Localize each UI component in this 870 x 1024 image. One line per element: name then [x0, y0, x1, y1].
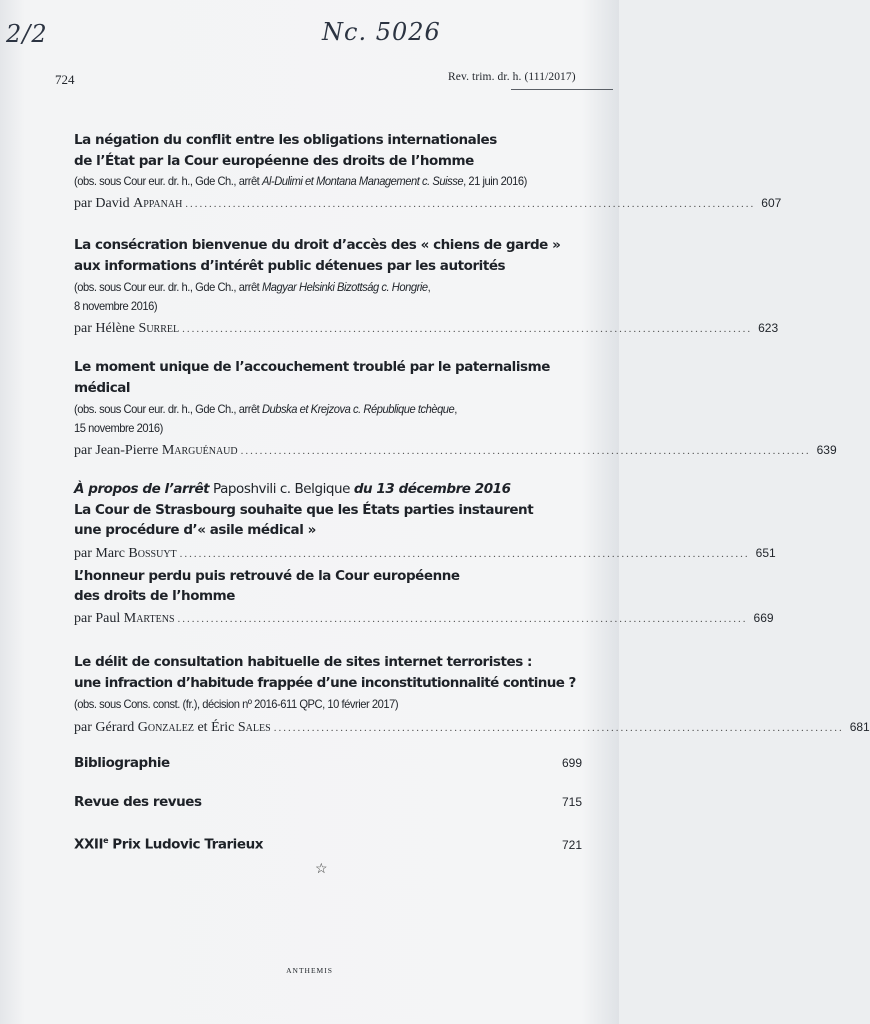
- section-page: 721: [561, 837, 582, 852]
- group-heading: À propos de l’arrêt Paposhvili c. Belgique du 13 décembre 2016: [74, 481, 511, 497]
- entry-title-line: des droits de l’homme: [74, 588, 235, 604]
- section-label: Revue des revues: [74, 794, 202, 810]
- case-note-text: , 21 juin 2016): [463, 174, 527, 188]
- entry-author-line: [74, 440, 837, 461]
- toc-entry: [74, 652, 870, 738]
- section-prix-ludovic-trarieux: [74, 831, 582, 855]
- author: par Gérard Gonzalez et Éric Sales: [74, 720, 271, 735]
- entry-title-line: La négation du conflit entre les obligations internationales: [74, 132, 497, 148]
- case-note-text: (obs. sous Cour eur. dr. h., Gde Ch., arrêt: [74, 174, 262, 188]
- leader-dots: ........................................................................................................................: [240, 445, 811, 457]
- toc-entry: [74, 130, 782, 214]
- entry-author-line: [74, 608, 774, 629]
- star-ornament: ☆: [315, 862, 328, 877]
- entry-page: 681: [849, 720, 870, 734]
- entry-author-line: [74, 717, 870, 738]
- author: par Marc Bossuyt: [74, 545, 177, 561]
- case-name: Al-Dulimi et Montana Management c. Suisse: [261, 174, 464, 188]
- case-note-text: ,: [427, 280, 431, 294]
- running-head: Rev. trim. dr. h. (111/2017): [448, 71, 576, 83]
- entry-page: 607: [761, 196, 782, 210]
- entry-title-line: une procédure d’« asile médical »: [74, 522, 316, 538]
- entry-title-line: aux informations d’intérêt public détenues par les autorités: [74, 257, 506, 274]
- entry-title-line: L’honneur perdu puis retrouvé de la Cour européenne: [74, 567, 460, 584]
- section-page: 699: [561, 756, 582, 770]
- section-bibliographie: [74, 753, 582, 774]
- case-note-text: (obs. sous Cour eur. dr. h., Gde Ch., arrêt: [74, 280, 262, 294]
- entry-case-note-date: 15 novembre 2016): [74, 421, 163, 435]
- toc-entry: [74, 357, 837, 461]
- entry-title-line: Le moment unique de l’accouchement troublé par le paternalisme: [74, 359, 550, 375]
- entry-case-note: (obs. sous Cons. const. (fr.), décision nº 2016-611 QPC, 10 février 2017): [74, 697, 399, 711]
- entry-author-line: [74, 193, 782, 214]
- leader-dots: ........................................................................................................................: [273, 722, 844, 734]
- entry-title-line: La Cour de Strasbourg souhaite que les États parties instaurent: [74, 501, 534, 518]
- leader-dots: ........................................................................................................................: [179, 547, 750, 560]
- entry-page: 651: [755, 545, 776, 560]
- page-number: 724: [55, 72, 75, 87]
- entry-case-note: [74, 172, 546, 191]
- author: par Hélène Surrel: [74, 321, 180, 336]
- entry-page: 623: [758, 321, 779, 335]
- case-name: Dubska et Krejzova c. République tchèque: [261, 402, 455, 416]
- section-revue-des-revues: [74, 792, 582, 813]
- entry-title-line: de l’État par la Cour européenne des droits de l’homme: [74, 152, 474, 169]
- entry-title-line: médical: [74, 379, 131, 396]
- entry-title-line: une infraction d’habitude frappée d’une inconstitutionnalité continue ?: [74, 674, 576, 691]
- leader-dots: ........................................................................................................................: [177, 612, 748, 625]
- author: par Jean-Pierre Marguénaud: [74, 443, 238, 458]
- leader-dots: ........................................................................................................................: [185, 198, 756, 210]
- entry-author-line: [74, 543, 776, 564]
- case-note-text: (obs. sous Cour eur. dr. h., Gde Ch., arrêt: [74, 402, 262, 416]
- author: par Paul Martens: [74, 610, 175, 626]
- handwritten-note-left: 2/2: [6, 20, 48, 48]
- toc-entry-group: [74, 479, 776, 629]
- entry-case-note-date: 8 novembre 2016): [74, 299, 158, 313]
- author: par David Appanah: [74, 196, 183, 211]
- case-note-text: ,: [454, 402, 457, 416]
- entry-title-line: Le délit de consultation habituelle de sites internet terroristes :: [74, 654, 533, 670]
- case-name: Magyar Helsinki Bizottság c. Hongrie: [261, 280, 428, 294]
- entry-title-line: La consécration bienvenue du droit d’accès des « chiens de garde »: [74, 237, 561, 253]
- section-label: XXIIe Prix Ludovic Trarieux: [74, 836, 263, 853]
- handwritten-inventory-number: Nc. 5026: [322, 18, 441, 46]
- entry-author-line: [74, 318, 779, 339]
- section-label: Bibliographie: [74, 755, 170, 771]
- entry-case-note: [74, 278, 546, 297]
- toc-entry: [74, 235, 779, 339]
- entry-page: 669: [753, 610, 774, 625]
- publisher-imprint: ANTHEMIS: [286, 966, 333, 975]
- entry-case-note: [74, 400, 546, 419]
- leader-dots: ........................................................................................................................: [182, 323, 753, 335]
- entry-page: 639: [816, 443, 837, 457]
- section-page: 715: [561, 795, 582, 809]
- running-head-rule: [511, 89, 613, 90]
